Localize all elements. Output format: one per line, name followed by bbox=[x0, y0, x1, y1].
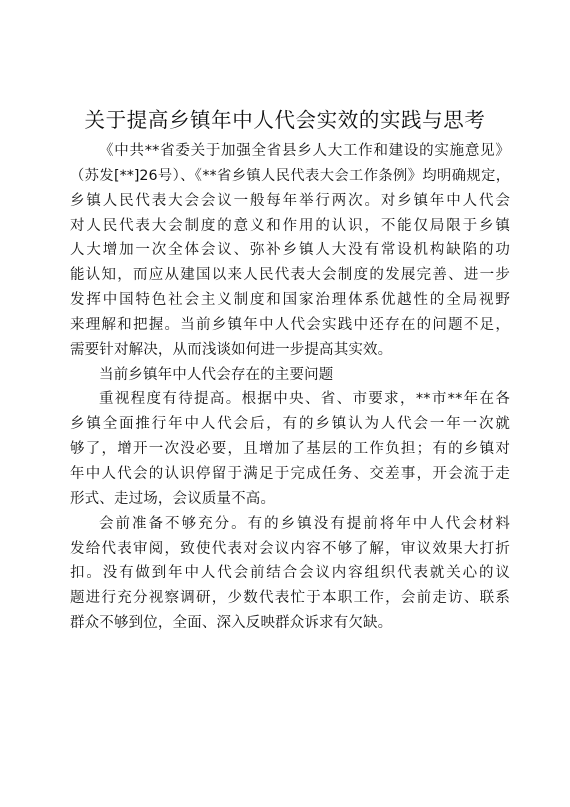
text-line: 题进行充分视察调研，少数代表忙于本职工作，会前走访、联系 bbox=[70, 590, 510, 607]
text-line: 来理解和把握。当前乡镇年中人代会实践中还存在的问题不足， bbox=[70, 316, 510, 333]
section-heading-text: 当前乡镇年中人代会存在的主要问题 bbox=[99, 366, 334, 383]
document-body bbox=[70, 139, 510, 636]
text-line: 扣。没有做到年中人代会前结合会议内容组织代表就关心的议 bbox=[70, 565, 510, 582]
paragraph-preparation bbox=[70, 512, 510, 636]
text-line: 人大增加一次全体会议、弥补乡镇人大没有常设机构缺陷的功 bbox=[70, 242, 510, 259]
text-line: 形式、走过场，会议质量不高。 bbox=[70, 490, 276, 507]
section-heading bbox=[70, 363, 510, 388]
text-line: 重视程度有待提高。根据中央、省、市要求，**市**年在各 bbox=[99, 391, 510, 408]
text-line: 乡镇人民代表大会会议一般每年举行两次。对乡镇年中人代会 bbox=[70, 192, 510, 209]
text-line: 《中共**省委关于加强全省县乡人大工作和建设的实施意见》 bbox=[99, 143, 510, 159]
text-line: 对人民代表大会制度的意义和作用的认识，不能仅局限于乡镇 bbox=[70, 217, 510, 234]
text-line: 够了，增开一次没必要，且增加了基层的工作负担；有的乡镇对 bbox=[70, 441, 510, 458]
text-line: 群众不够到位，全面、深入反映群众诉求有欠缺。 bbox=[70, 615, 393, 632]
text-line: 能认知，而应从建国以来人民代表大会制度的发展完善、进一步 bbox=[70, 267, 510, 284]
document-title: 关于提高乡镇年中人代会实效的实践与思考 bbox=[84, 108, 486, 132]
text-line: 年中人代会的认识停留于满足于完成任务、交差事，开会流于走 bbox=[70, 465, 510, 482]
text-line: 发给代表审阅，致使代表对会议内容不够了解，审议效果大打折 bbox=[70, 540, 510, 557]
text-line: （苏发[**]26号）、《**省乡镇人民代表大会工作条例》均明确规定， bbox=[70, 167, 510, 184]
text-line: 乡镇全面推行年中人代会后，有的乡镇认为人代会一年一次就 bbox=[70, 416, 510, 433]
paragraph-intro bbox=[70, 139, 510, 363]
text-line: 发挥中国特色社会主义制度和国家治理体系优越性的全局视野 bbox=[70, 292, 510, 309]
text-line: 会前准备不够充分。有的乡镇没有提前将年中人代会材料 bbox=[99, 515, 510, 532]
paragraph-attention bbox=[70, 387, 510, 511]
text-line: 需要针对解决，从而浅谈如何进一步提高其实效。 bbox=[70, 341, 393, 358]
